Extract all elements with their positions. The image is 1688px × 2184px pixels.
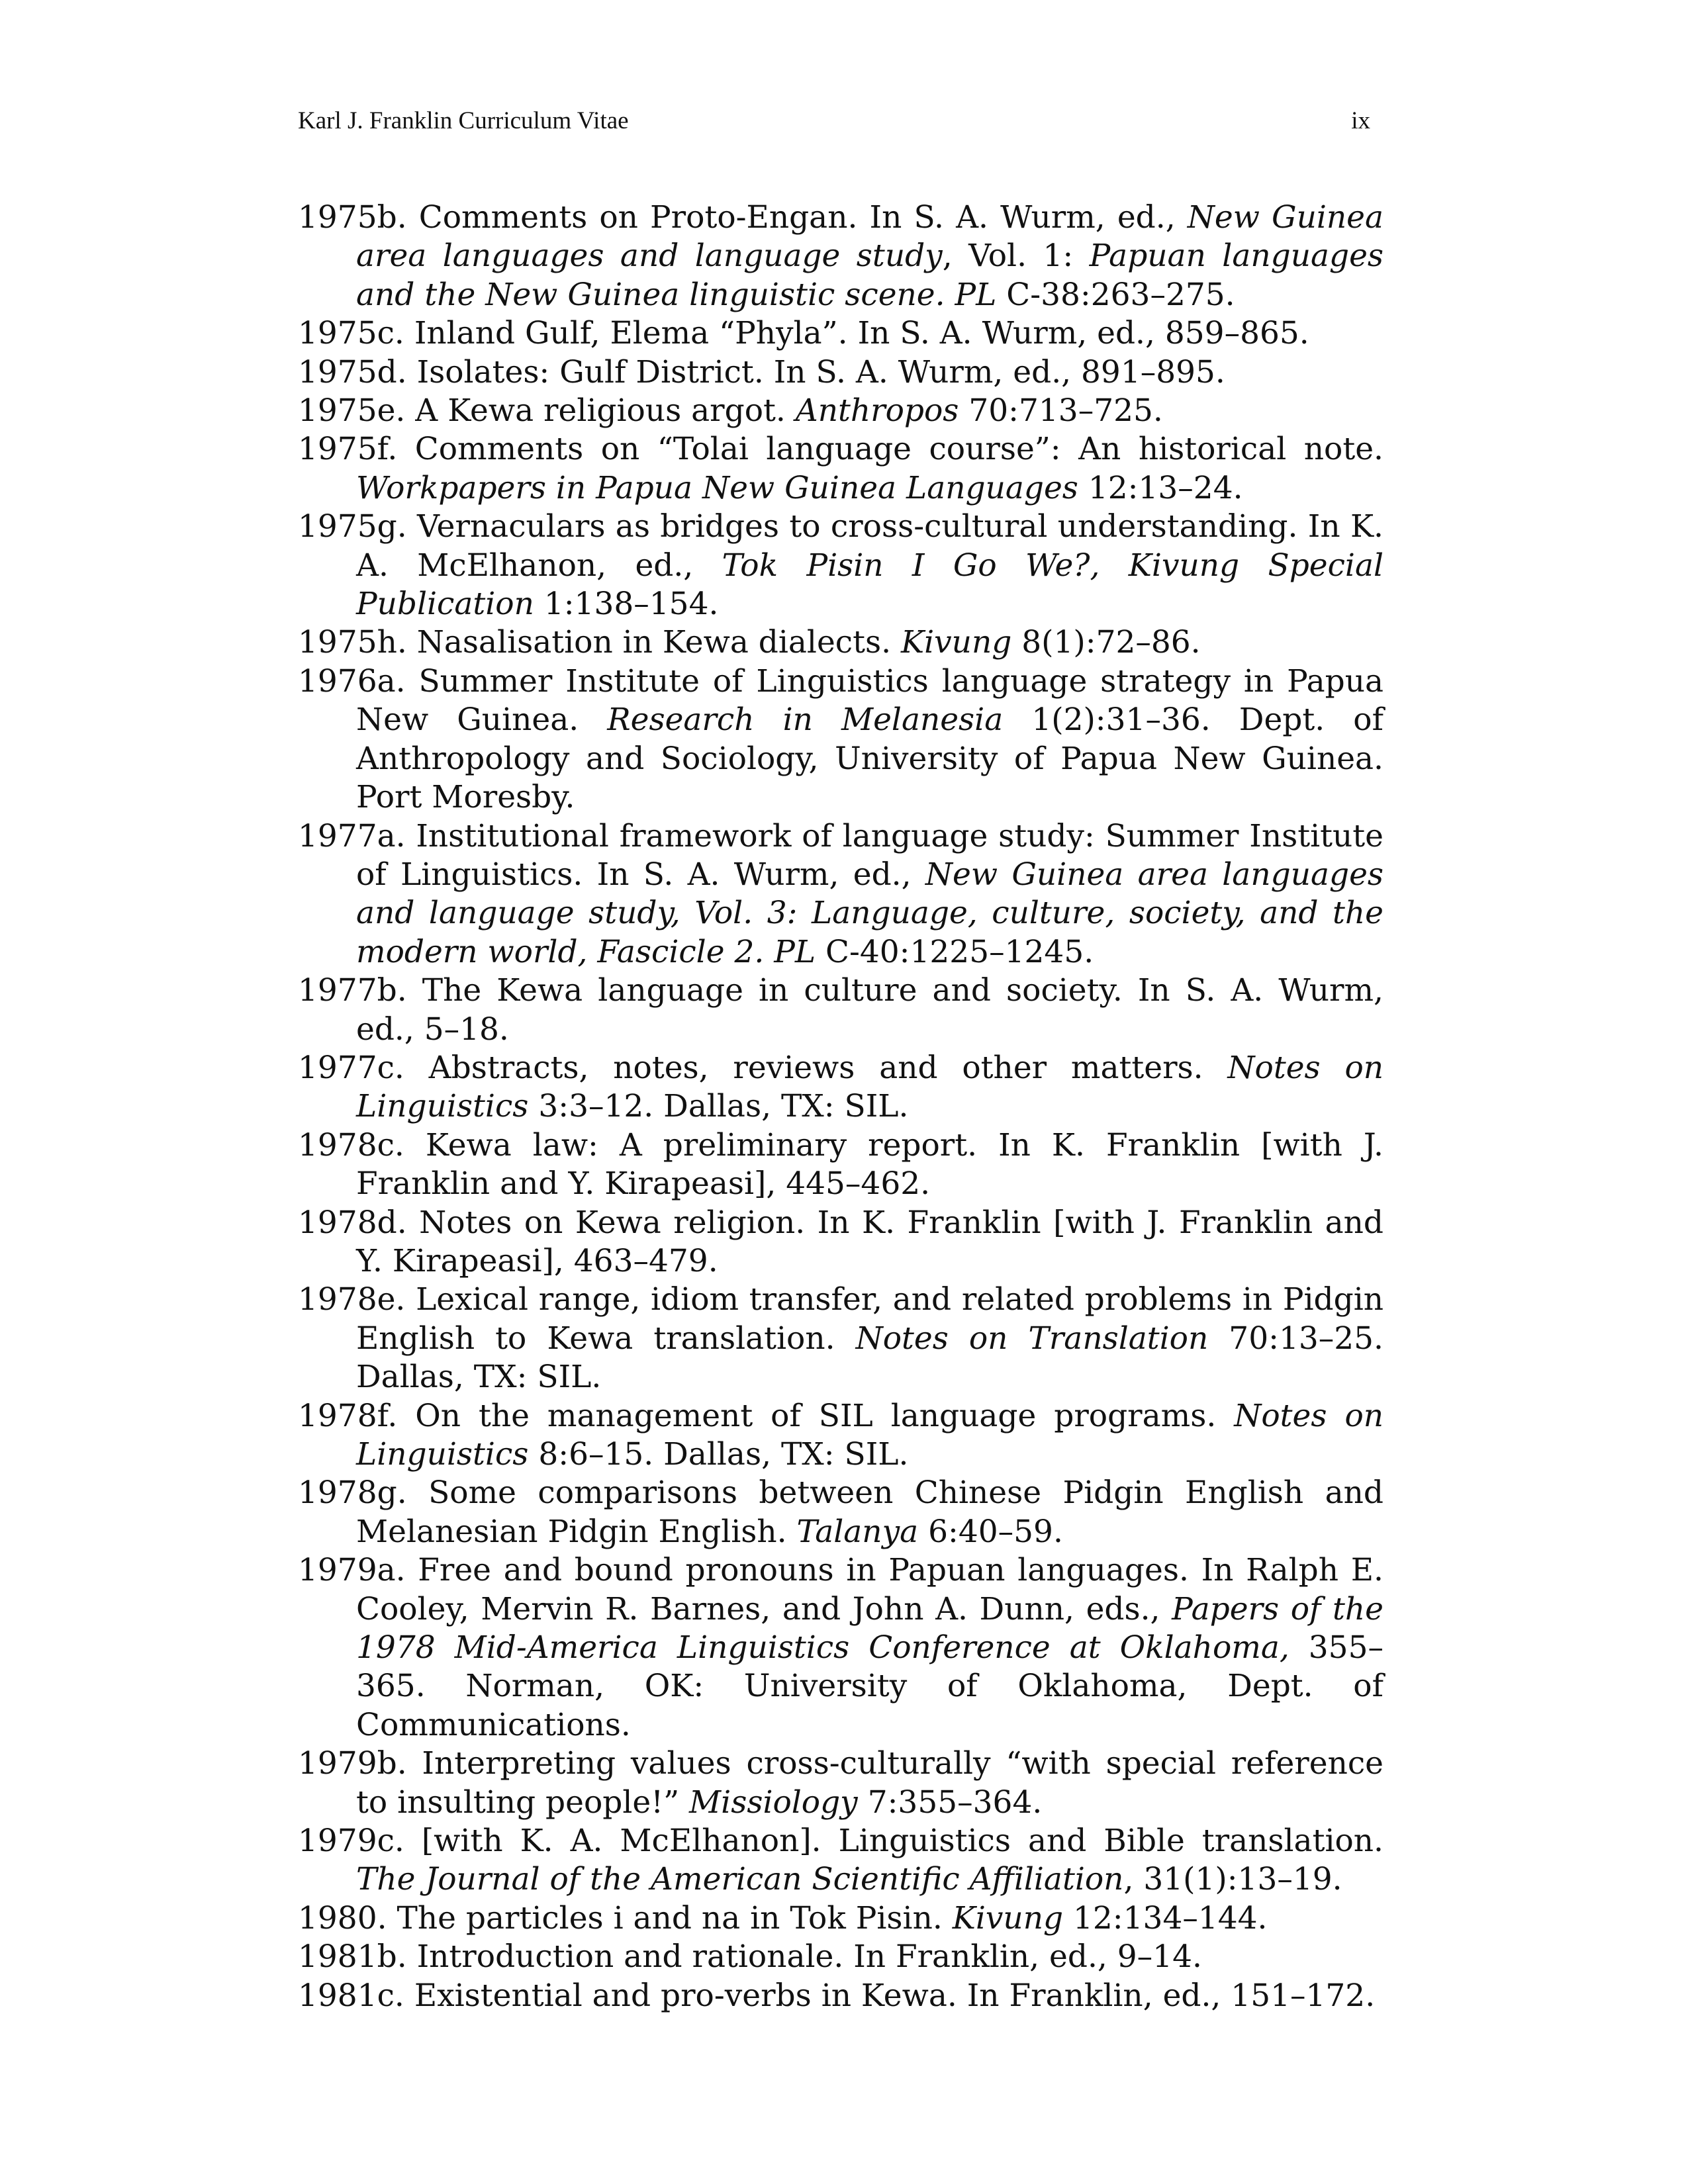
italic-title: Anthropos <box>795 392 959 430</box>
entry-text: 1975h. Nasalisation in Kewa dialects. <box>298 624 901 661</box>
bibliography-entry <box>298 1745 1383 1822</box>
bibliography-entry <box>298 1899 1383 1938</box>
entry-text: 1976a. Summer Institute of Linguistics language strategy in Papua New Guinea. <box>298 662 1383 739</box>
entry-text: 8:6–15. Dallas, TX: SIL. <box>528 1436 909 1473</box>
bibliography-entry <box>298 662 1383 817</box>
bibliography-entry <box>298 1397 1383 1475</box>
entry-text: , 31(1):13–19. <box>1123 1861 1342 1898</box>
entry-text: 1979a. Free and bound pronouns in Papuan languages. In Ralph E. Cooley, Mervin R. Barnes, and John A. Dunn, eds., <box>298 1552 1383 1627</box>
bibliography-entry <box>298 1474 1383 1551</box>
bibliography-entry <box>298 972 1383 1049</box>
entry-text: 1978f. On the management of SIL language programs. <box>298 1397 1235 1434</box>
bibliography-entry <box>298 430 1383 508</box>
entry-text: 1978d. Notes on Kewa religion. In K. Franklin [with J. Franklin and Y. Kirapeasi], 463–479. <box>298 1204 1383 1279</box>
bibliography-entry <box>298 1126 1383 1204</box>
bibliography-entry <box>298 1204 1383 1281</box>
entry-text: , Vol. 1: <box>942 238 1090 275</box>
bibliography-list <box>298 199 1383 2015</box>
italic-title: Research in Melanesia <box>607 702 1004 739</box>
entry-text: 6:40–59. <box>918 1513 1063 1550</box>
bibliography-entry <box>298 392 1383 430</box>
italic-title: The Journal of the American Scientific Affiliation <box>356 1861 1124 1898</box>
entry-text: 70:13–25. Dallas, TX: SIL. <box>356 1320 1383 1396</box>
entry-text: 1977b. The Kewa language in culture and society. In S. A. Wurm, ed., 5–18. <box>298 972 1383 1048</box>
italic-title: Kivung <box>900 624 1012 661</box>
bibliography-entry <box>298 353 1383 392</box>
entry-text: 1(2):31–36. Dept. of Anthropology and Sociology, University of Papua New Guinea. Port Moresby. <box>356 702 1383 816</box>
page-number: ix <box>1351 107 1370 134</box>
bibliography-entry <box>298 1938 1383 1976</box>
entry-text: 1975b. Comments on Proto-Engan. In S. A. Wurm, ed., <box>298 199 1188 236</box>
entry-text: 1975e. A Kewa religious argot. <box>298 392 796 430</box>
entry-text: 355–365. Norman, OK: University of Oklahoma, Dept. of Communications. <box>356 1629 1383 1743</box>
italic-title: Notes on Linguistics <box>356 1049 1384 1125</box>
italic-title: New Guinea area languages and language study, Vol. 3: Language, culture, society, and the modern world, Fascicle 2. PL <box>356 856 1383 970</box>
italic-title: Talanya <box>796 1513 919 1550</box>
entry-text: 1978c. Kewa law: A preliminary report. In K. Franklin [with J. Franklin and Y. Kirapeasi], 445–462. <box>298 1126 1383 1203</box>
entry-text: 1980. The particles i and na in Tok Pisin. <box>298 1899 953 1936</box>
italic-title: Kivung <box>952 1899 1064 1936</box>
italic-title: Workpapers in Papua New Guinea Languages <box>356 469 1078 506</box>
italic-title: New Guinea area languages and language study <box>356 199 1384 275</box>
entry-text: 1977c. Abstracts, notes, reviews and other matters. <box>298 1049 1228 1086</box>
entry-text: 12:13–24. <box>1078 469 1243 506</box>
bibliography-entry <box>298 1822 1383 1899</box>
entry-text: 1977a. Institutional framework of language study: Summer Institute of Linguistics. In S. A. Wurm, ed., <box>298 817 1383 893</box>
entry-text: 70:713–725. <box>959 392 1163 430</box>
entry-text: 1979b. Interpreting values cross-culturally “with special reference to insulting people!” <box>298 1745 1383 1821</box>
italic-title: Missiology <box>689 1784 858 1821</box>
entry-text: 3:3–12. Dallas, TX: SIL. <box>528 1088 909 1125</box>
entry-text: 1975f. Comments on “Tolai language course”: An historical note. <box>298 431 1383 468</box>
running-header-title: Karl J. Franklin Curriculum Vitae <box>298 107 629 134</box>
entry-text: 1975g. Vernaculars as bridges to cross-cultural understanding. In K. A. McElhanon, ed., <box>298 508 1383 584</box>
italic-title: Papers of the 1978 Mid-America Linguistics Conference at Oklahoma, <box>356 1590 1383 1666</box>
entry-text: 1981c. Existential and pro-verbs in Kewa. In Franklin, ed., 151–172. <box>298 1977 1376 2014</box>
entry-text: 8(1):72–86. <box>1011 624 1201 661</box>
bibliography-entry <box>298 508 1383 623</box>
bibliography-entry <box>298 623 1383 662</box>
entry-text: 1981b. Introduction and rationale. In Franklin, ed., 9–14. <box>298 1938 1202 1976</box>
bibliography-entry <box>298 817 1383 972</box>
entry-text: C-40:1225–1245. <box>816 933 1094 970</box>
bibliography-entry <box>298 1281 1383 1396</box>
entry-text: 12:134–144. <box>1063 1899 1268 1936</box>
entry-text: 7:355–364. <box>857 1784 1043 1821</box>
bibliography-entry <box>298 314 1383 353</box>
entry-text: C-38:263–275. <box>996 276 1235 313</box>
italic-title: Notes on Linguistics <box>356 1397 1384 1473</box>
entry-text: 1979c. [with K. A. McElhanon]. Linguistics and Bible translation. <box>298 1823 1383 1860</box>
italic-title: Tok Pisin I Go We?, Kivung Special Publication <box>356 547 1383 623</box>
bibliography-entry <box>298 1977 1383 2015</box>
entry-text: 1:138–154. <box>534 586 719 623</box>
entry-text: 1978e. Lexical range, idiom transfer, and related problems in Pidgin English to Kewa translation. <box>298 1281 1383 1357</box>
entry-text: 1975c. Inland Gulf, Elema “Phyla”. In S. A. Wurm, ed., 859–865. <box>298 315 1309 352</box>
bibliography-entry <box>298 199 1383 314</box>
italic-title: Papuan languages and the New Guinea linguistic scene. PL <box>356 238 1384 313</box>
bibliography-entry <box>298 1049 1383 1126</box>
bibliography-entry <box>298 1551 1383 1745</box>
italic-title: Notes on Translation <box>855 1320 1209 1357</box>
entry-text: 1975d. Isolates: Gulf District. In S. A. Wurm, ed., 891–895. <box>298 353 1225 390</box>
entry-text: 1978g. Some comparisons between Chinese Pidgin English and Melanesian Pidgin English. <box>298 1475 1383 1550</box>
